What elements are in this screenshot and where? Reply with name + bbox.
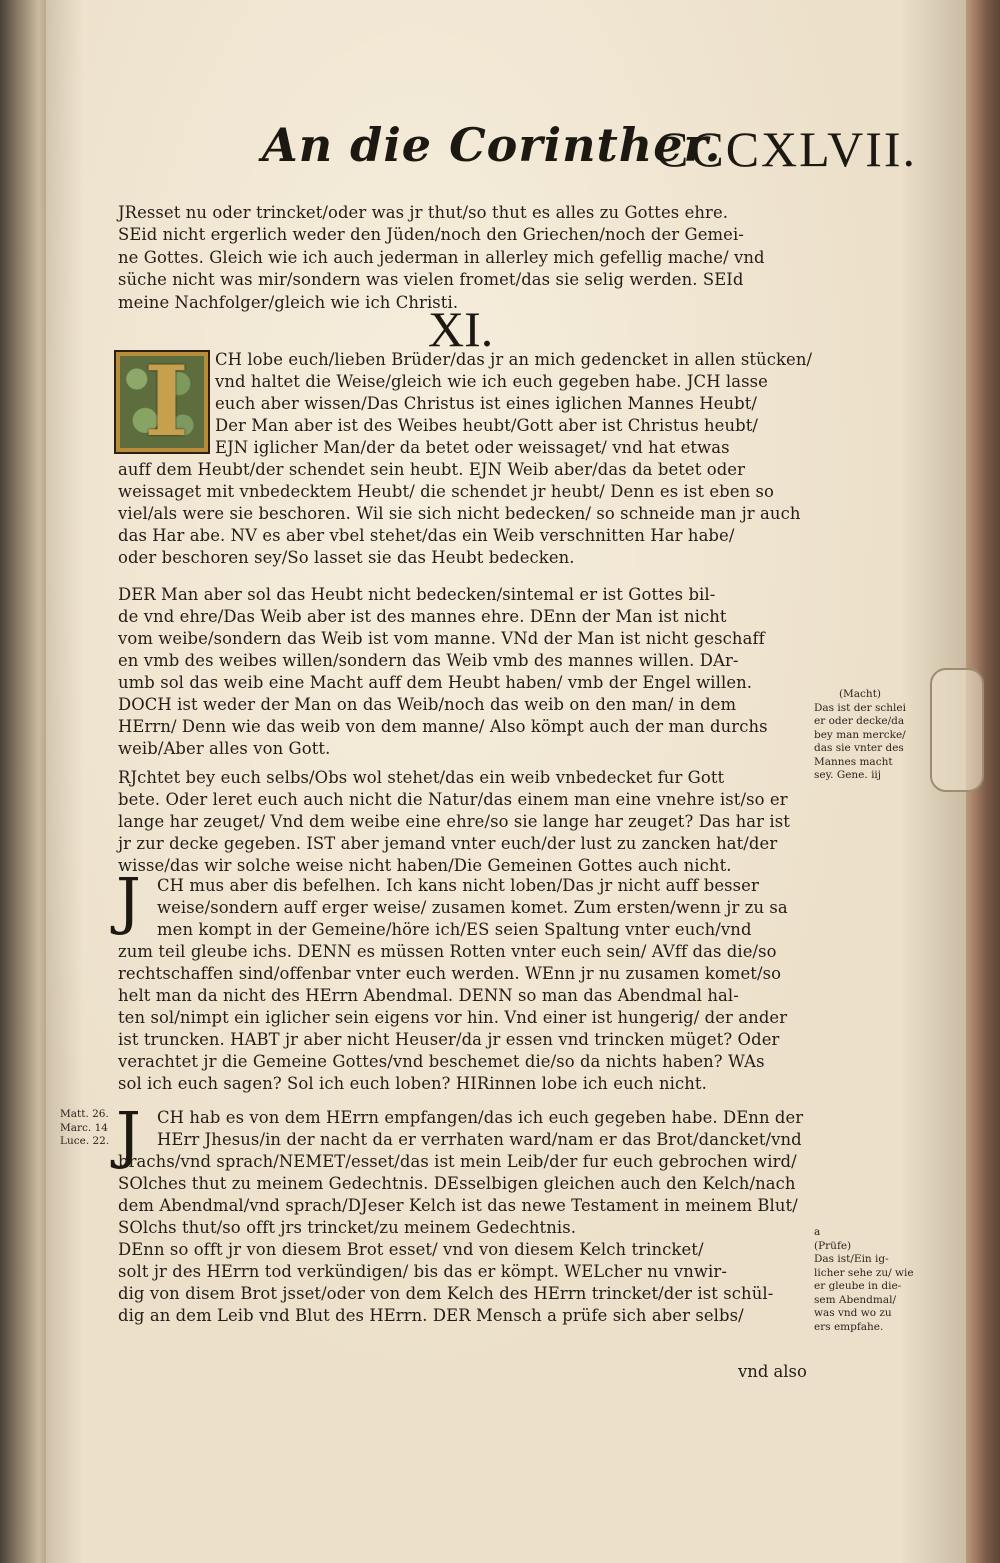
- gloss-line: das sie vnter des: [814, 742, 904, 754]
- text-line: CH hab es von dem HErrn empfangen/das ich euch gegeben habe. DEnn der: [157, 1108, 804, 1127]
- text-line: HErrn/ Denn wie das weib von dem manne/ Also kömpt auch der man durchs: [118, 717, 768, 737]
- paragraph-institution: [157, 1107, 803, 1151]
- gloss-line: sey. Gene. iij: [814, 769, 882, 781]
- text-line: dig von disem Brot jsset/oder von dem Kelch des HErrn trincket/der ist schül-: [118, 1284, 774, 1304]
- text-line: SEid nicht ergerlich weder den Jüden/noch den Griechen/noch der Gemei-: [118, 225, 744, 245]
- text-line: umb sol das weib eine Macht auff dem Heubt haben/ vmb der Engel willen.: [118, 673, 753, 693]
- text-line: dem Abendmal/vnd sprach/DJeser Kelch ist das newe Testament in meinem Blut/: [118, 1196, 798, 1216]
- catchword: [738, 1361, 807, 1383]
- text-line: RJchtet bey euch selbs/Obs wol stehet/das ein weib vnbedecket fur Gott: [118, 768, 725, 787]
- text-line: sol ich euch sagen? Sol ich euch loben? HIRinnen lobe ich euch nicht.: [118, 1074, 707, 1094]
- text-line: oder beschoren sey/So lasset sie das Heubt bedecken.: [118, 548, 575, 568]
- margin-cross-reference: [60, 1108, 109, 1149]
- text-line: vom weibe/sondern das Weib ist vom manne. VNd der Man ist nicht geschaff: [118, 629, 765, 649]
- text-line: lange har zeuget/ Vnd dem weibe eine ehre/so sie lange har zeuget? Das har ist: [118, 812, 790, 832]
- text-line: brachs/vnd sprach/NEMET/esset/das ist mein Leib/der fur euch gebrochen wird/: [118, 1152, 797, 1171]
- text-line: weissaget mit vnbedecktem Heubt/ die schendet jr heubt/ Denn es ist eben so: [118, 482, 775, 502]
- gloss-line: Mannes macht: [814, 755, 893, 768]
- text-line: HErr Jhesus/in der nacht da er verrhaten ward/nam er das Brot/dancket/vnd: [157, 1130, 802, 1150]
- text-line: das Har abe. NV es aber vbel stehet/das ein Weib verschnitten Har habe/: [118, 526, 735, 546]
- paragraph-lords-supper: [118, 941, 787, 1095]
- paragraph-chapter-opening: [215, 349, 812, 459]
- gloss-line: er oder decke/da: [814, 715, 905, 727]
- reference-line: Luce. 22.: [60, 1135, 110, 1147]
- text-line: jr zur decke gegeben. IST aber jemand vnter euch/der lust zu zancken hat/der: [118, 834, 778, 854]
- initial-letter: I: [144, 350, 189, 454]
- gloss-line: bey man mercke/: [814, 728, 906, 741]
- text-line: viel/als were sie beschoren. Wil sie sich nicht bedecken/ so schneide man jr auch: [118, 504, 801, 524]
- text-line: men kompt in der Gemeine/höre ich/ES seien Spaltung vnter euch/vnd: [157, 920, 752, 940]
- reference-line: Matt. 26.: [60, 1108, 109, 1120]
- catchword-text: vnd also: [738, 1362, 807, 1381]
- reference-line: Marc. 14: [60, 1121, 108, 1134]
- text-line: ne Gottes. Gleich wie ich auch jederman in allerley mich gefellig mache/ vnd: [118, 247, 765, 267]
- page-clip-tab: [930, 668, 984, 792]
- gloss-line: Das ist der schlei: [814, 701, 906, 714]
- gloss-line: a: [814, 1226, 821, 1238]
- text-line: meine Nachfolger/gleich wie ich Christi.: [118, 292, 459, 312]
- gloss-line: was vnd wo zu: [814, 1307, 892, 1319]
- initial-letter: J: [116, 864, 141, 937]
- text-line: de vnd ehre/Das Weib aber ist des mannes ehre. DEnn der Man ist nicht: [118, 607, 727, 627]
- text-line: vnd haltet die Weise/gleich wie ich euch gegeben habe. JCH lasse: [215, 372, 768, 392]
- text-line: CH lobe euch/lieben Brüder/das jr an mich gedencket in allen stücken/: [215, 350, 813, 369]
- chapter-heading: XI.: [428, 301, 494, 357]
- text-line: süche nicht was mir/sondern was vielen fromet/das sie selig werden. SEId: [118, 270, 744, 290]
- text-line: verachtet jr die Gemeine Gottes/vnd beschemet die/so da nichts haben? WAs: [118, 1052, 765, 1072]
- left-page-edge: [0, 0, 46, 1563]
- gloss-line: ers empfahe.: [814, 1320, 884, 1333]
- text-line: ten sol/nimpt ein iglicher sein eigens vor hin. Vnd einer ist hungerig/ der ander: [118, 1008, 788, 1028]
- paragraph-continuation: [118, 459, 801, 569]
- text-line: Der Man aber ist des Weibes heubt/Gott aber ist Christus heubt/: [215, 416, 759, 436]
- text-line: JResset nu oder trincket/oder was jr thut/so thut es alles zu Gottes ehre.: [118, 203, 729, 222]
- gloss-line: sem Abendmal/: [814, 1293, 897, 1306]
- decorated-initial: [114, 350, 210, 454]
- paragraph-judge-yourselves: [118, 767, 790, 877]
- text-line: bete. Oder leret euch auch nicht die Natur/das einem man eine vnehre ist/so er: [118, 790, 788, 810]
- initial-letter: J: [116, 1098, 141, 1171]
- text-line: wisse/das wir solche weise nicht haben/Die Gemeinen Gottes auch nicht.: [118, 856, 732, 876]
- text-line: DOCH ist weder der Man on das Weib/noch das weib on den man/ in dem: [118, 695, 737, 715]
- text-line: DER Man aber sol das Heubt nicht bedecken/sintemal er ist Gottes bil-: [118, 585, 716, 604]
- gloss-line: Das ist/Ein ig-: [814, 1253, 889, 1265]
- text-line: auff dem Heubt/der schendet sein heubt. EJN Weib aber/das da betet oder: [118, 460, 746, 479]
- text-line: en vmb des weibes willen/sondern das Weib vmb des mannes willen. DAr-: [118, 651, 739, 671]
- text-line: weib/Aber alles von Gott.: [118, 739, 331, 759]
- text-line: CH mus aber dis befelhen. Ich kans nicht loben/Das jr nicht auff besser: [157, 876, 759, 895]
- text-line: SOlchs thut/so offt jrs trincket/zu meinem Gedechtnis.: [118, 1218, 577, 1238]
- gloss-line: (Macht): [838, 688, 882, 700]
- gloss-line: (Prüfe): [814, 1239, 852, 1252]
- text-line: helt man da nicht des HErrn Abendmal. DENN so man das Abendmal hal-: [118, 986, 739, 1006]
- text-line: solt jr des HErrn tod verkündigen/ bis das er kömpt. WELcher nu vnwir-: [118, 1262, 727, 1282]
- paragraph-man-woman: [118, 584, 768, 760]
- text-line: rechtschaffen sind/offenbar vnter euch werden. WEnn jr nu zusamen komet/so: [118, 964, 782, 984]
- gloss-line: licher sehe zu/ wie: [814, 1266, 914, 1279]
- margin-gloss-pruefe: [814, 1226, 914, 1334]
- paragraph-commandment: [157, 875, 788, 941]
- text-line: dig an dem Leib vnd Blut des HErrn. DER Mensch a prüfe sich aber selbs/: [118, 1306, 744, 1326]
- text-line: ist truncken. HABT jr aber nicht Heuser/da jr essen vnd trincken müget? Oder: [118, 1030, 780, 1050]
- text-line: DEnn so offt jr von diesem Brot esset/ vnd von diesem Kelch trincket/: [118, 1240, 704, 1260]
- folio-number: CCCXLVII.: [655, 121, 918, 177]
- margin-gloss-macht: [814, 688, 906, 783]
- gloss-line: er gleube in die-: [814, 1280, 902, 1292]
- text-line: euch aber wissen/Das Christus ist eines iglichen Mannes Heubt/: [215, 394, 758, 414]
- paragraph-institution-continued: [118, 1151, 798, 1327]
- intro-paragraph: [118, 202, 765, 314]
- text-line: zum teil gleube ichs. DENN es müssen Rotten vnter euch sein/ AVff das die/so: [118, 942, 777, 961]
- text-line: EJN iglicher Man/der da betet oder weissaget/ vnd hat etwas: [215, 438, 730, 458]
- running-title: An die Corinther.: [262, 118, 722, 172]
- text-line: weise/sondern auff erger weise/ zusamen komet. Zum ersten/wenn jr zu sa: [157, 898, 788, 918]
- text-line: SOlches thut zu meinem Gedechtnis. DEsselbigen gleichen auch den Kelch/nach: [118, 1174, 796, 1194]
